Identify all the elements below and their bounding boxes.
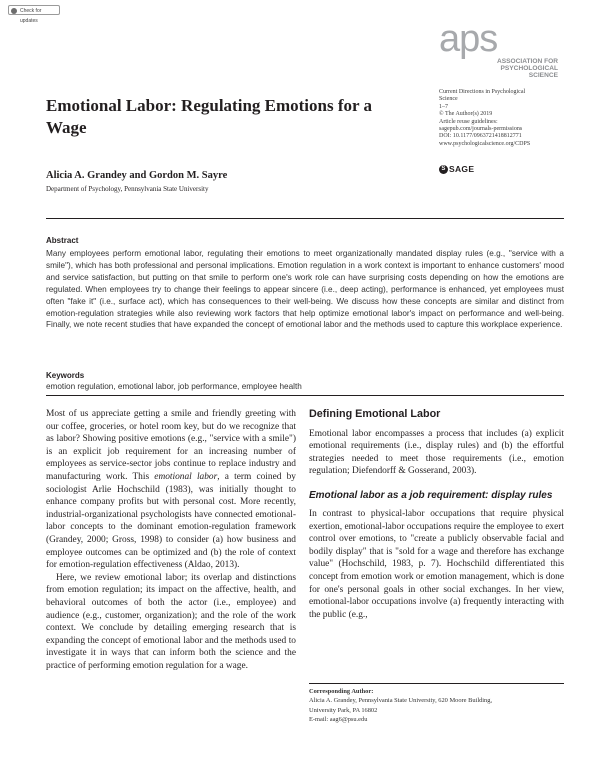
paragraph: Here, we review emotional labor; its overlap and distinctions from emotion regulation; its impact on the affective, health, and behavioral outcomes of both the actor (i.e., employee) and audience (e.g., customer, organization); and the role of the work context. We conclude by detailing emerging research that is expanding the concept of emotional labor and the methods used to investigate it in ways that can inform both the science and the practice of performing emotion regulation for a wage. [46,572,296,671]
divider [46,395,564,396]
badge-label: Check for updates [20,8,42,24]
check-for-updates-badge[interactable] [8,5,60,24]
check-icon [11,8,17,14]
abstract-heading: Abstract [46,236,79,245]
right-column [309,408,564,621]
divider [309,683,564,684]
journal-info: Current Directions in Psychological Science 1–7 © The Author(s) 2019 Article reuse guidelines: sagepub.com/journals-permissions DOI: 10.1177/0963721418812771 www.psychologicalscience.org/CDPS [439,89,564,148]
aps-logo [437,18,562,79]
divider [46,218,564,219]
subsection-heading: Emotional labor as a job requirement: display rules [309,489,553,501]
left-column [46,408,296,672]
abstract-text: Many employees perform emotional labor, regulating their emotions to meet organizationally mandated display rules (e.g., "service with a smile"), which has both professional and personal implications. Emotion regulation in a work context is important to enhance customers' mood and service satisfaction, but putting on that smile to perform one's work role can have surprising costs depending on how the emotions are regulated. When employees try to change their feelings to appear sincere (i.e., deep acting), performance is enhanced, yet employees must often "fake it" (i.e., surface act), which has consequences to their well-being. We discuss how these concepts are similar and distinct from emotion-regulation strategies while also reviewing work factors that help optimize emotional labor's impact on performance and well-being. Finally, we note recent studies that have expanded the concept of emotional labor and the methods used to capture this workplace experience. [46,249,564,330]
authors: Alicia A. Grandey and Gordon M. Sayre [46,170,228,181]
keywords-text: emotion regulation, emotional labor, job performance, employee health [46,382,302,391]
aps-logo-letters: aps [439,18,498,60]
doi-link[interactable]: DOI: 10.1177/0963721418812771 [439,133,522,140]
section-heading: Defining Emotional Labor [309,408,441,420]
keywords-heading: Keywords [46,371,85,380]
paragraph: Most of us appreciate getting a smile and friendly greeting with our coffee, groceries, or hotel room key, but do we recognize that as labor? Showing positive emotions (e.g., "service with a smile") is an explicit job requirement for an increasing number of employees as service-sector jobs continue to replace industry and manufacturing work. This emotional labor, a term coined by sociologist Arlie Hochschild (1983), was initially thought to enhance company profits but with personal cost. More recently, industrial-organizational psychologists have connected emotional-labor concepts to the dominant emotion-regulation framework (Grandey, 2000; Gross, 1998) to consider (a) how business and employee outcomes can be optimized and (b) the role of context for emotion-regulation effectiveness (Aldao, 2013). [46,409,296,571]
permissions-link[interactable]: sagepub.com/journals-permissions [439,126,523,133]
sage-logo: S SAGE [439,164,474,174]
journal-website-link[interactable]: www.psychologicalscience.org/CDPS [439,140,531,147]
article-title: Emotional Labor: Regulating Emotions for a Wage [46,96,373,137]
aps-logo-tagline: ASSOCIATION FOR PSYCHOLOGICAL SCIENCE [496,58,558,79]
sage-s-icon: S [439,165,448,174]
email-link[interactable]: E-mail: aag6@psu.edu [309,716,368,724]
paragraph: In contrast to physical-labor occupations that require physical exertion, emotional-labor occupations require the employee to exert control over emotions, to "create a publicly observable facial and bodily display" that is "sold for a wage and therefore has exchange value" (Hochschild, 1983, p. 7). Hochschild differentiated this concept from emotion work or emotion management, which is done for one's personal goals in other social exchanges. In her view, emotional-labor occupations involve (a) frequently interacting with the public (e.g., [309,508,564,620]
affiliation: Department of Psychology, Pennsylvania State University [46,185,209,193]
corresponding-author: Corresponding Author: Alicia A. Grandey, Pennsylvania State University, 620 Moore Building, University Park, PA 16802 E-mail: aag6@psu.edu [309,687,564,725]
paragraph: Emotional labor encompasses a process that includes (a) explicit emotional requirements (i.e., display rules) and (b) the effortful strategies needed to meet those requirements (i.e., emotion regulation; Diefendorff & Gosserand, 2003). [309,428,564,477]
